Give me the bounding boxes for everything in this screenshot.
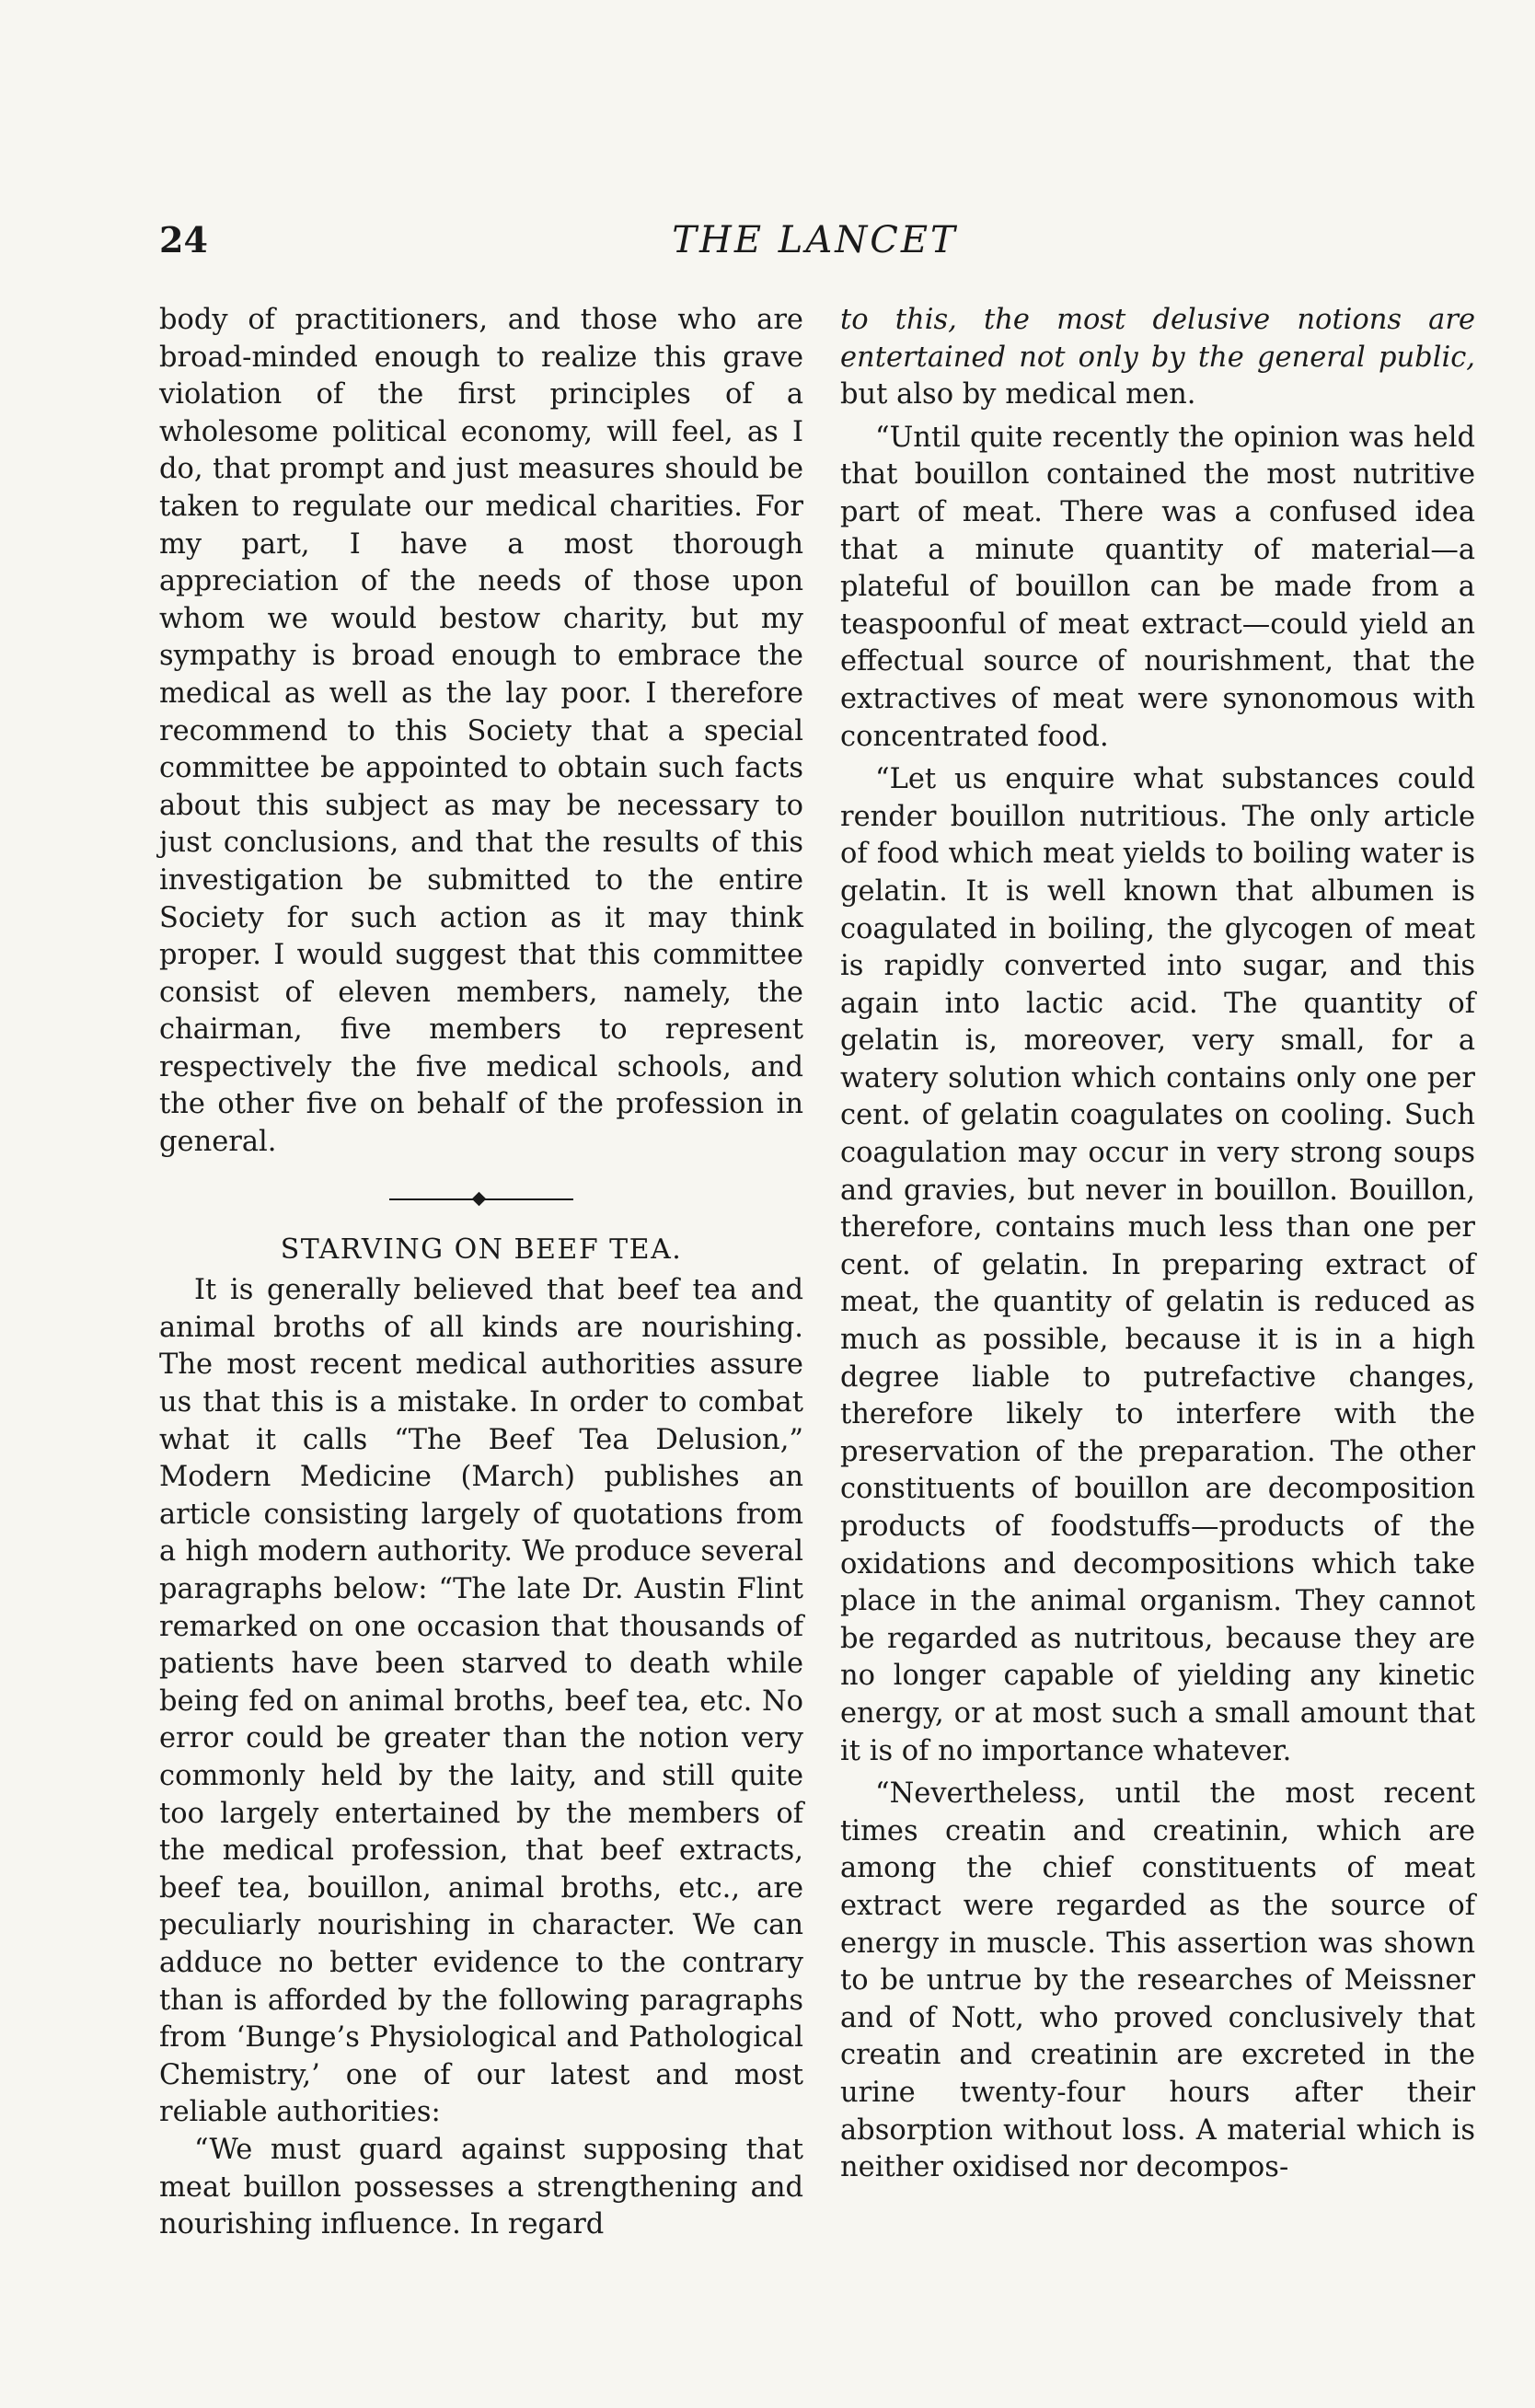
paragraph-text: but also by medical men. [840, 378, 1196, 411]
section-divider [389, 1193, 573, 1206]
paragraph: “We must guard against supposing that meat buillon possesses a strengthening and nourishing influence. In regard [159, 2133, 803, 2241]
italic-text: to this, the most delusive notions are entertained not only by the general public, [840, 304, 1475, 374]
paragraph: “Let us enquire what substances could render bouillon nutritious. The only article of food which meat yields to boiling water is gelatin. It is well known that albumen is coagulated in boiling, the glycogen of meat is rapidly converted into sugar, and this again into lactic acid. The quantity of gelatin is, moreover, very small, for a watery solution which contains only one per cent. of gelatin coagulates on cooling. Such coagulation may occur in very strong soups and gravies, but never in bouillon. Bouillon, therefore, contains much less than one per cent. of gelatin. In preparing extract of meat, the quantity of gelatin is reduced as much as possible, because it is in a high degree liable to putrefactive changes, therefore likely to interfere with the preservation of the preparation. The other constituents of bouillon are decomposition products of foodstuffs—products of the oxidations and decompositions which take place in the animal organism. They cannot be regarded as nutritous, because they are no longer capable of yielding any kinetic energy, or at most such a small amount that it is of no importance whatever. [840, 763, 1475, 1767]
left-column [159, 302, 803, 2244]
right-column [840, 302, 1475, 2187]
page-number: 24 [159, 219, 208, 260]
section-heading: STARVING ON BEEF TEA. [280, 1233, 683, 1266]
running-title: THE LANCET [672, 219, 958, 261]
paragraph: “Until quite recently the opinion was held that bouillon contained the most nutritive part of meat. There was a confused idea that a minute quantity of material—a plateful of bouillon can be made from a teaspoonful of meat extract—could yield an effectual source of nourishment, that the extractives of meat were synonomous with concentrated food. [840, 421, 1475, 753]
divider-ornament-icon [472, 1191, 487, 1206]
paragraph [840, 302, 1475, 414]
paragraph: It is generally believed that beef tea and animal broths of all kinds are nourishing. The most recent medical authorities assure us that this is a mistake. In order to combat what it calls “The Beef Tea Delusion,” Modern Medicine (March) publishes an article consisting largely of quotations from a high modern authority. We produce several paragraphs below: “The late Dr. Austin Flint remarked on one occasion that thousands of patients have been starved to death while being fed on animal broths, beef tea, etc. No error could be greater than the notion very commonly held by the laity, and still quite too largely entertained by the members of the medical profession, that beef extracts, beef tea, bouillon, animal broths, etc., are peculiarly nourishing in character. We can adduce no better evidence to the contrary than is afforded by the following paragraphs from ‘Bunge’s Physiological and Pathological Chemistry,’ one of our latest and most reliable authorities: [159, 1274, 803, 2129]
paragraph: body of practitioners, and those who are broad-minded enough to realize this grave violation of the first principles of a wholesome political economy, will feel, as I do, that prompt and just measures should be taken to regulate our medical charities. For my part, I have a most thorough appreciation of the needs of those upon whom we would bestow charity, but my sympathy is broad enough to embrace the medical as well as the lay poor. I therefore recommend to this Society that a special committee be appointed to obtain such facts about this subject as may be necessary to just conclusions, and that the results of this investigation be submitted to the entire Society for such action as it may think proper. I would suggest that this committee consist of eleven members, namely, the chairman, five members to represent respectively the five medical schools, and the other five on behalf of the profession in general. [159, 304, 803, 1159]
page-header [159, 219, 1471, 274]
paragraph: “Nevertheless, until the most recent times creatin and creatinin, which are among the chief constituents of meat extract were regarded as the source of energy in muscle. This assertion was shown to be untrue by the researches of Meissner and of Nott, who proved conclusively that creatin and creatinin are excreted in the urine twenty-four hours after their absorption without loss. A material which is neither oxidised nor decompos- [840, 1777, 1475, 2184]
